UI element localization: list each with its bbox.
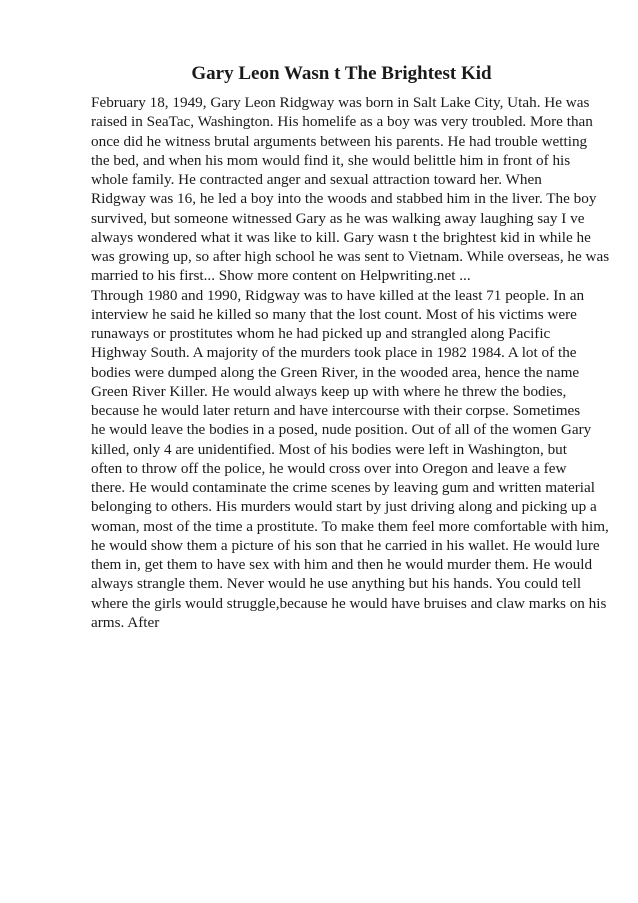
body-line: often to throw off the police, he would cross over into Oregon and leave a few	[91, 459, 567, 477]
body-line: killed, only 4 are unidentified. Most of his bodies were left in Washington, but	[91, 440, 567, 458]
body-line: Highway South. A majority of the murders took place in 1982 1984. A lot of the	[91, 344, 577, 362]
body-line: them in, get them to have sex with him and then he would murder them. He would	[91, 556, 593, 573]
body-line: because he would later return and have intercourse with their corpse. Sometimes	[91, 402, 581, 419]
body-line: always wondered what it was like to kill. Gary wasn t the brightest kid in while he	[91, 228, 591, 246]
body-line: where the girls would struggle,because he would have bruises and claw marks on his	[91, 594, 607, 612]
body-line: February 18, 1949, Gary Leon Ridgway was born in Salt Lake City, Utah. He was	[91, 94, 590, 111]
body-line: whole family. He contracted anger and sexual attraction toward her. When	[91, 171, 542, 188]
body-line: Through 1980 and 1990, Ridgway was to have killed at the least 71 people. In an	[91, 286, 585, 304]
body-line: Green River Killer. He would always keep up with where he threw the bodies,	[91, 382, 567, 400]
body-line: raised in SeaTac, Washington. His homelife as a boy was very troubled. More than	[91, 113, 593, 131]
body-line: runaways or prostitutes whom he had picked up and strangled along Pacific	[91, 325, 551, 342]
document-title: Gary Leon Wasn t The Brightest Kid	[191, 63, 492, 84]
body-line: was growing up, so after high school he was sent to Vietnam. While overseas, he was	[91, 248, 610, 265]
body-line: Ridgway was 16, he led a boy into the woods and stabbed him in the liver. The boy	[91, 190, 597, 208]
body-line: he would leave the bodies in a posed, nude position. Out of all of the women Gary	[91, 421, 592, 439]
document-body	[91, 93, 611, 632]
body-line: bodies were dumped along the Green River, in the wooded area, hence the name	[91, 363, 580, 381]
body-line: the bed, and when his mom would find it, she would belittle him in front of his	[91, 151, 571, 169]
body-line: there. He would contaminate the crime scenes by leaving gum and written material	[91, 479, 595, 496]
body-line: woman, most of the time a prostitute. To make them feel more comfortable with him,	[91, 517, 609, 535]
body-line: once did he witness brutal arguments between his parents. He had trouble wetting	[91, 132, 588, 150]
body-line: married to his first... Show more content on Helpwriting.net ...	[91, 267, 471, 285]
body-line: belonging to others. His murders would start by just driving along and picking up a	[91, 498, 597, 516]
body-line: interview he said he killed so many that the lost count. Most of his victims were	[91, 305, 577, 323]
body-line: arms. After	[91, 613, 160, 631]
body-line: he would show them a picture of his son that he carried in his wallet. He would lure	[91, 536, 600, 554]
body-line: always strangle them. Never would he use anything but his hands. You could tell	[91, 575, 582, 593]
body-line: survived, but someone witnessed Gary as he was walking away laughing say I ve	[91, 209, 585, 227]
